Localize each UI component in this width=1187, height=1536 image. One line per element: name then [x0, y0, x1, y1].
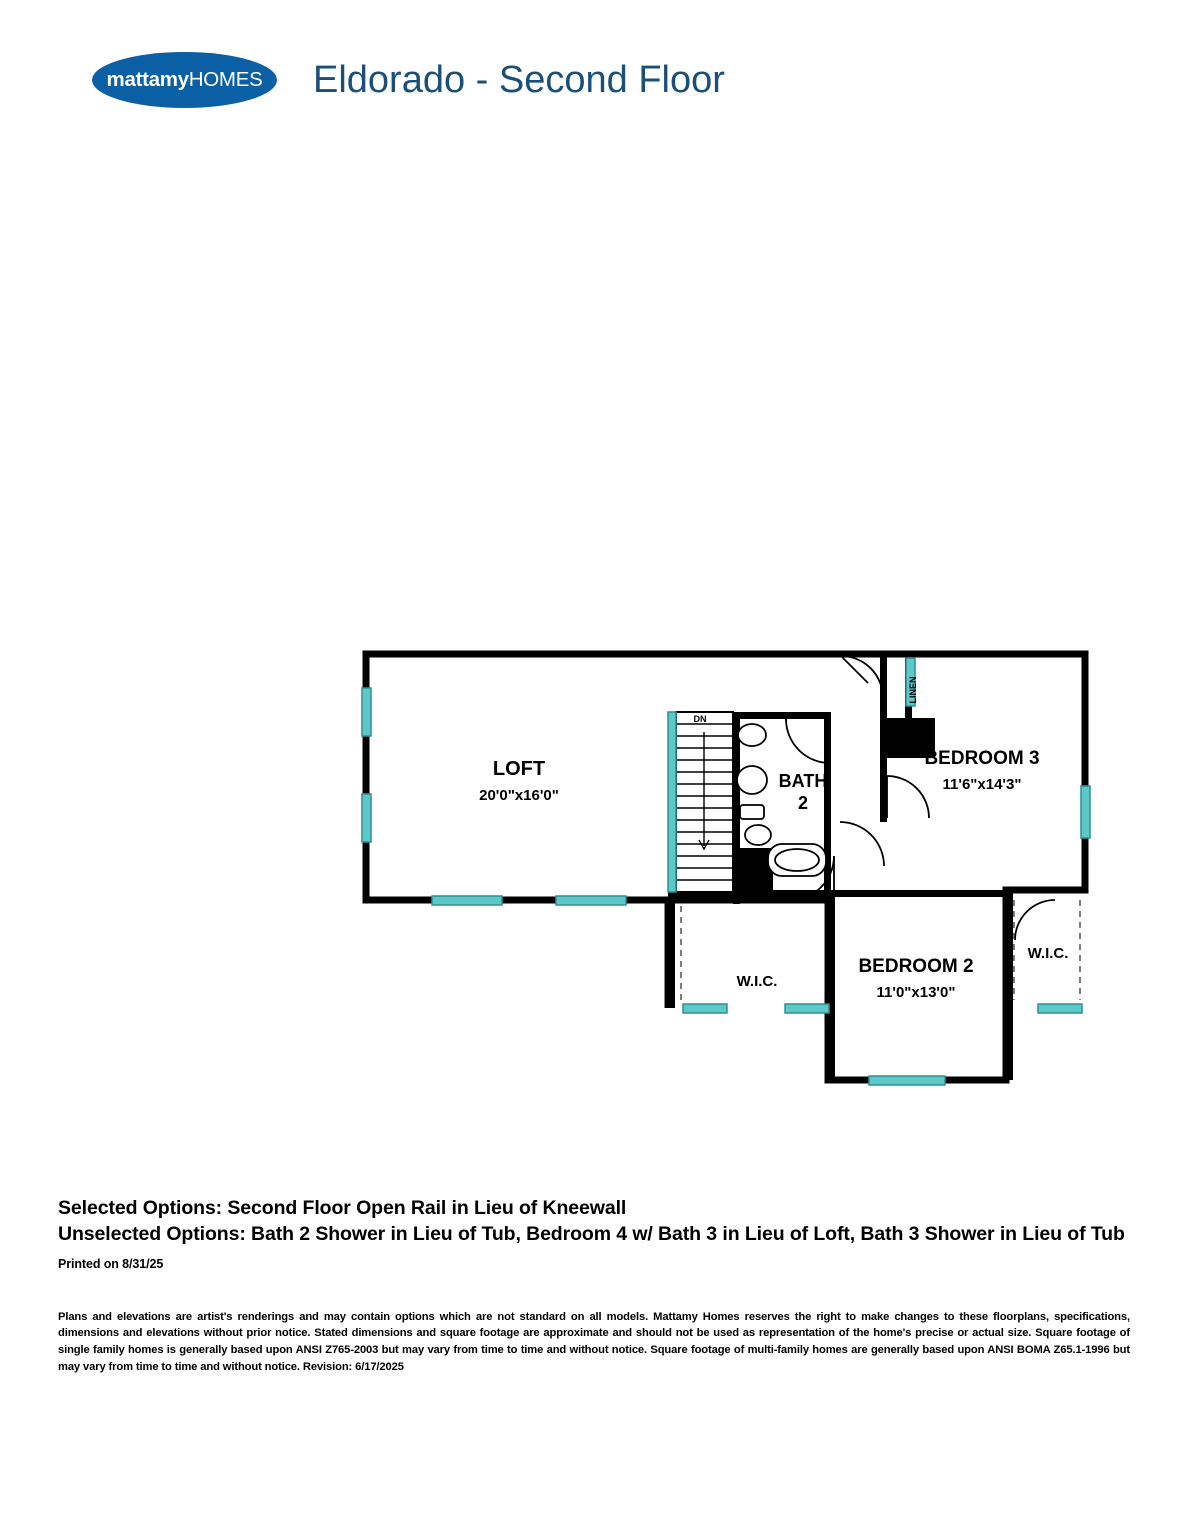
footer-notes [58, 1195, 1138, 1376]
linen-closet-label: LINEN [908, 676, 918, 704]
room-label-bedroom2: BEDROOM 2 [858, 956, 974, 977]
legal-disclaimer: Plans and elevations are artist's renderings and may contain options which are not standard on all models. Mattamy Homes reserves the right to make changes to these floorplans, specifications, dimensions and elevations without prior notice. Stated dimensions and square footage are approximate and should not be used as representation of the home's precise or actual size. Square footage of single family homes is generally based upon ANSI Z765-2003 but may vary from time to time and without notice. Square footage of multi-family homes are generally based upon ANSI BOMA Z65.1-1996 but may vary from time to time and without notice. Revision: 6/17/2025 [58, 1310, 1130, 1374]
room-label-bedroom3: BEDROOM 3 [924, 748, 1040, 769]
unselected-options-line: Unselected Options: Bath 2 Shower in Lieu of Tub, Bedroom 4 w/ Bath 3 in Lieu of Loft, Bath 3 Shower in Lieu of Tub [58, 1223, 1125, 1246]
logo-text-light: HOMES [188, 68, 263, 91]
room-label-wic-right: W.I.C. [1027, 945, 1069, 962]
selected-options-line: Selected Options: Second Floor Open Rail in Lieu of Kneewall [58, 1197, 627, 1219]
mattamy-homes-logo [92, 52, 277, 108]
logo-wordmark [92, 52, 277, 108]
page-header [92, 52, 725, 108]
room-number-bath2: 2 [797, 793, 809, 813]
room-label-loft: LOFT [492, 758, 546, 780]
room-dims-loft: 20'0"x16'0" [479, 787, 559, 804]
room-label-bath2: BATH [778, 771, 828, 791]
floorplan-drawing [0, 600, 1187, 1120]
printed-on-label: Printed on 8/31/25 [58, 1256, 164, 1271]
logo-text-bold: mattamy [106, 68, 189, 91]
page-title: Eldorado - Second Floor [313, 58, 725, 101]
stairs-direction-label: DN [693, 714, 707, 724]
room-label-wic-left: W.I.C. [736, 973, 778, 990]
room-dims-bedroom2: 11'0"x13'0" [876, 984, 956, 1001]
staircase [668, 712, 733, 892]
room-dims-bedroom3: 11'6"x14'3" [942, 776, 1022, 793]
